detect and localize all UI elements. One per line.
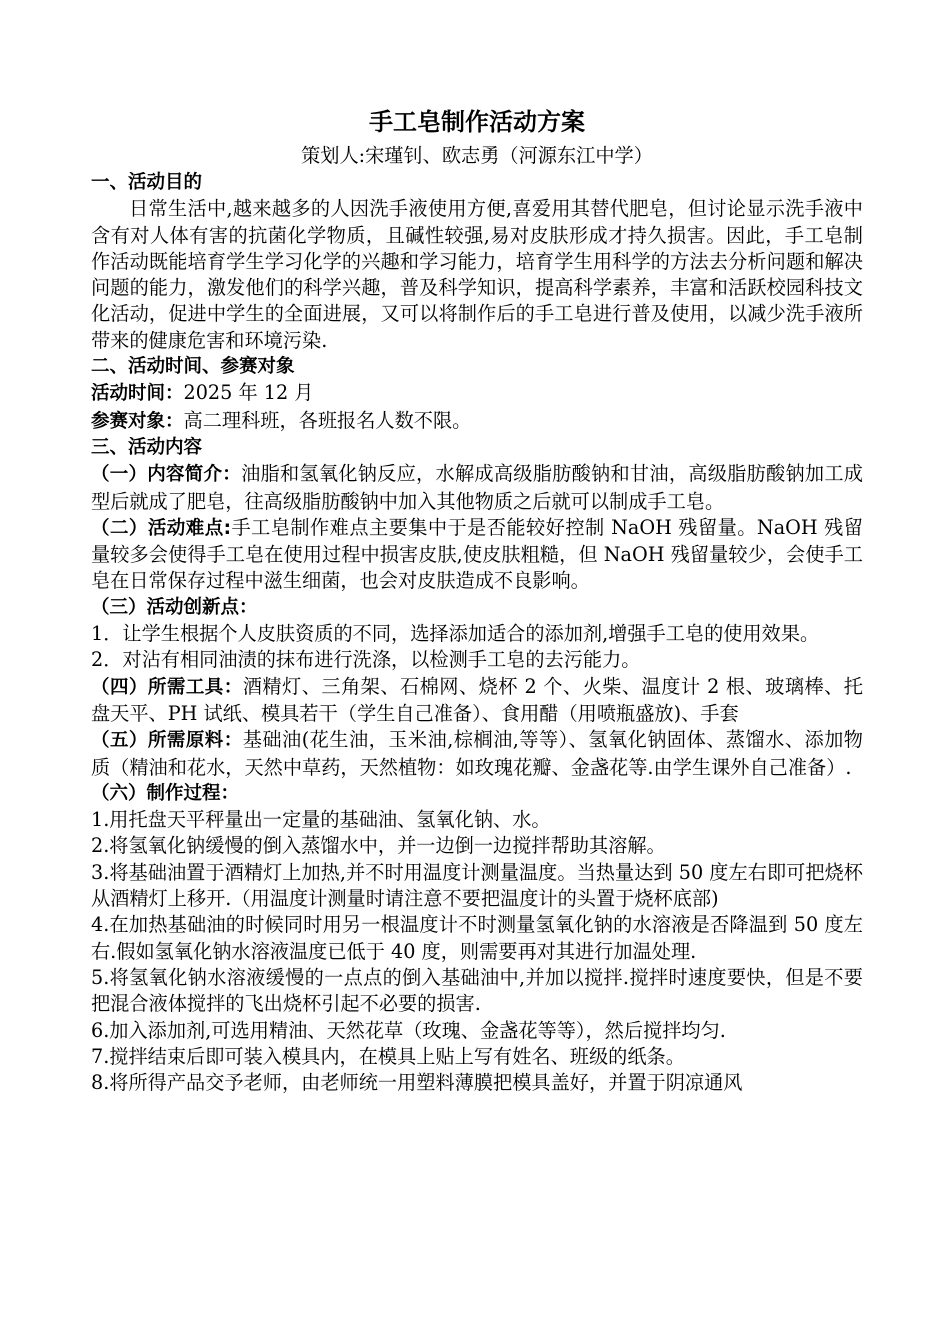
activity-time-label: 活动时间：	[91, 383, 184, 405]
innovation-item: 1．让学生根据个人皮肤资质的不同，选择添加适合的添加剂,增强手工皂的使用效果。	[91, 622, 820, 646]
content-intro-body: 油脂和氢氧化钠反应，水解成高级脂肪酸钠和甘油，高级脂肪酸钠加工成型后就成了肥皂，往高级脂肪酸钠中加入其他物质之后就可以制成手工皂。	[91, 462, 863, 513]
process-step: 7.搅拌结束后即可装入模具内，在模具上贴上写有姓名、班级的纸条。	[91, 1044, 685, 1068]
content-difficulty-body: 手工皂制作难点主要集中于是否能较好控制 NaOH 残留量。NaOH 残留量较多会使得手工皂在使用过程中损害皮肤,使皮肤粗糙，但 NaOH 残留量较少，会使手工皂在日常保存过程中滋生细菌，也会对皮肤造成不良影响。	[91, 515, 863, 593]
section-2-heading: 二、活动时间、参赛对象	[91, 356, 295, 378]
content-innovation-label: （三）活动创新点：	[91, 596, 258, 618]
participants-line	[91, 408, 863, 435]
process-step: 8.将所得产品交予老师，由老师统一用塑料薄膜把模具盖好，并置于阴凉通风	[91, 1071, 743, 1095]
process-step: 2.将氢氧化钠缓慢的倒入蒸馏水中，并一边倒一边搅拌帮助其溶解。	[91, 834, 666, 858]
content-tools-label: （四）所需工具：	[91, 676, 243, 698]
content-intro	[91, 461, 863, 515]
content-difficulty	[91, 515, 863, 595]
section-3-heading: 三、活动内容	[91, 436, 203, 458]
content-materials	[91, 727, 863, 781]
process-step: 4.在加热基础油的时候同时用另一根温度计不时测量氢氧化钠的水溶液是否降温到 50 度左右.假如氢氧化钠水溶液温度已低于 40 度，则需要再对其进行加温处理.	[91, 913, 863, 963]
process-step: 5.将氢氧化钠水溶液缓慢的一点点的倒入基础油中,并加以搅拌.搅拌时速度要快，但是不要把混合液体搅拌的飞出烧杯引起不必要的损害.	[91, 965, 863, 1016]
process-step: 1.用托盘天平秤量出一定量的基础油、氢氧化钠、水。	[91, 808, 551, 832]
content-intro-label: （一）内容简介：	[91, 464, 242, 486]
activity-time-value: 2025 年 12 月	[183, 381, 314, 405]
section-1-body: 日常生活中,越来越多的人因洗手液使用方便,喜爱用其替代肥皂，但讨论显示洗手液中含有对人体有害的抗菌化学物质，且碱性较强,易对皮肤形成才持久损害。因此，手工皂制作活动既能培育学生学习化学的兴趣和学习能力，培育学生用科学的方法去分析问题和解决问题的能力，激发他们的科学兴趣，普及科学知识，提高科学素养，丰富和活跃校园科技文化活动，促进中学生的全面进展，又可以将制作后的手工皂进行普及使用，以减少洗手液所带来的健康危害和环境污染.	[91, 197, 863, 352]
content-tools-body: 酒精灯、三角架、石棉网、烧杯 2 个、火柴、温度计 2 根、玻璃棒、托盘天平、PH 试纸、模具若干（学生自己准备）、食用醋（用喷瓶盛放)、手套	[91, 674, 863, 725]
content-materials-label: （五）所需原料：	[91, 730, 243, 752]
content-difficulty-label: （二）活动难点:	[91, 517, 232, 539]
document-body	[91, 102, 863, 1096]
innovation-item: 2．对沾有相同油渍的抹布进行洗涤，以检测手工皂的去污能力。	[91, 648, 641, 672]
document-title: 手工皂制作活动方案	[369, 108, 585, 136]
content-materials-body: 基础油(花生油，玉米油,棕榈油,等等）、氢氧化钠固体、蒸馏水、添加物质（精油和花水，天然中草药，天然植物：如玫瑰花瓣、金盏花等.由学生课外自己准备）.	[91, 728, 863, 779]
activity-time-line	[91, 380, 863, 407]
process-step: 6.加入添加剂,可选用精油、天然花草（玫瑰、金盏花等等），然后搅拌均匀.	[91, 1018, 726, 1042]
process-step: 3.将基础油置于酒精灯上加热,并不时用温度计测量温度。当热量达到 50 度左右即可把烧杯从酒精灯上移开.（用温度计测量时请注意不要把温度计的头置于烧杯底部)	[91, 860, 863, 911]
content-tools	[91, 674, 863, 728]
participants-value: 高二理科班，各班报名人数不限。	[183, 408, 472, 432]
participants-label: 参赛对象：	[91, 410, 184, 432]
document-subtitle: 策划人:宋瑾钊、欧志勇（河源东江中学）	[301, 144, 653, 167]
content-process-label: （六）制作过程：	[91, 782, 240, 804]
section-1-heading: 一、活动目的	[91, 172, 203, 193]
